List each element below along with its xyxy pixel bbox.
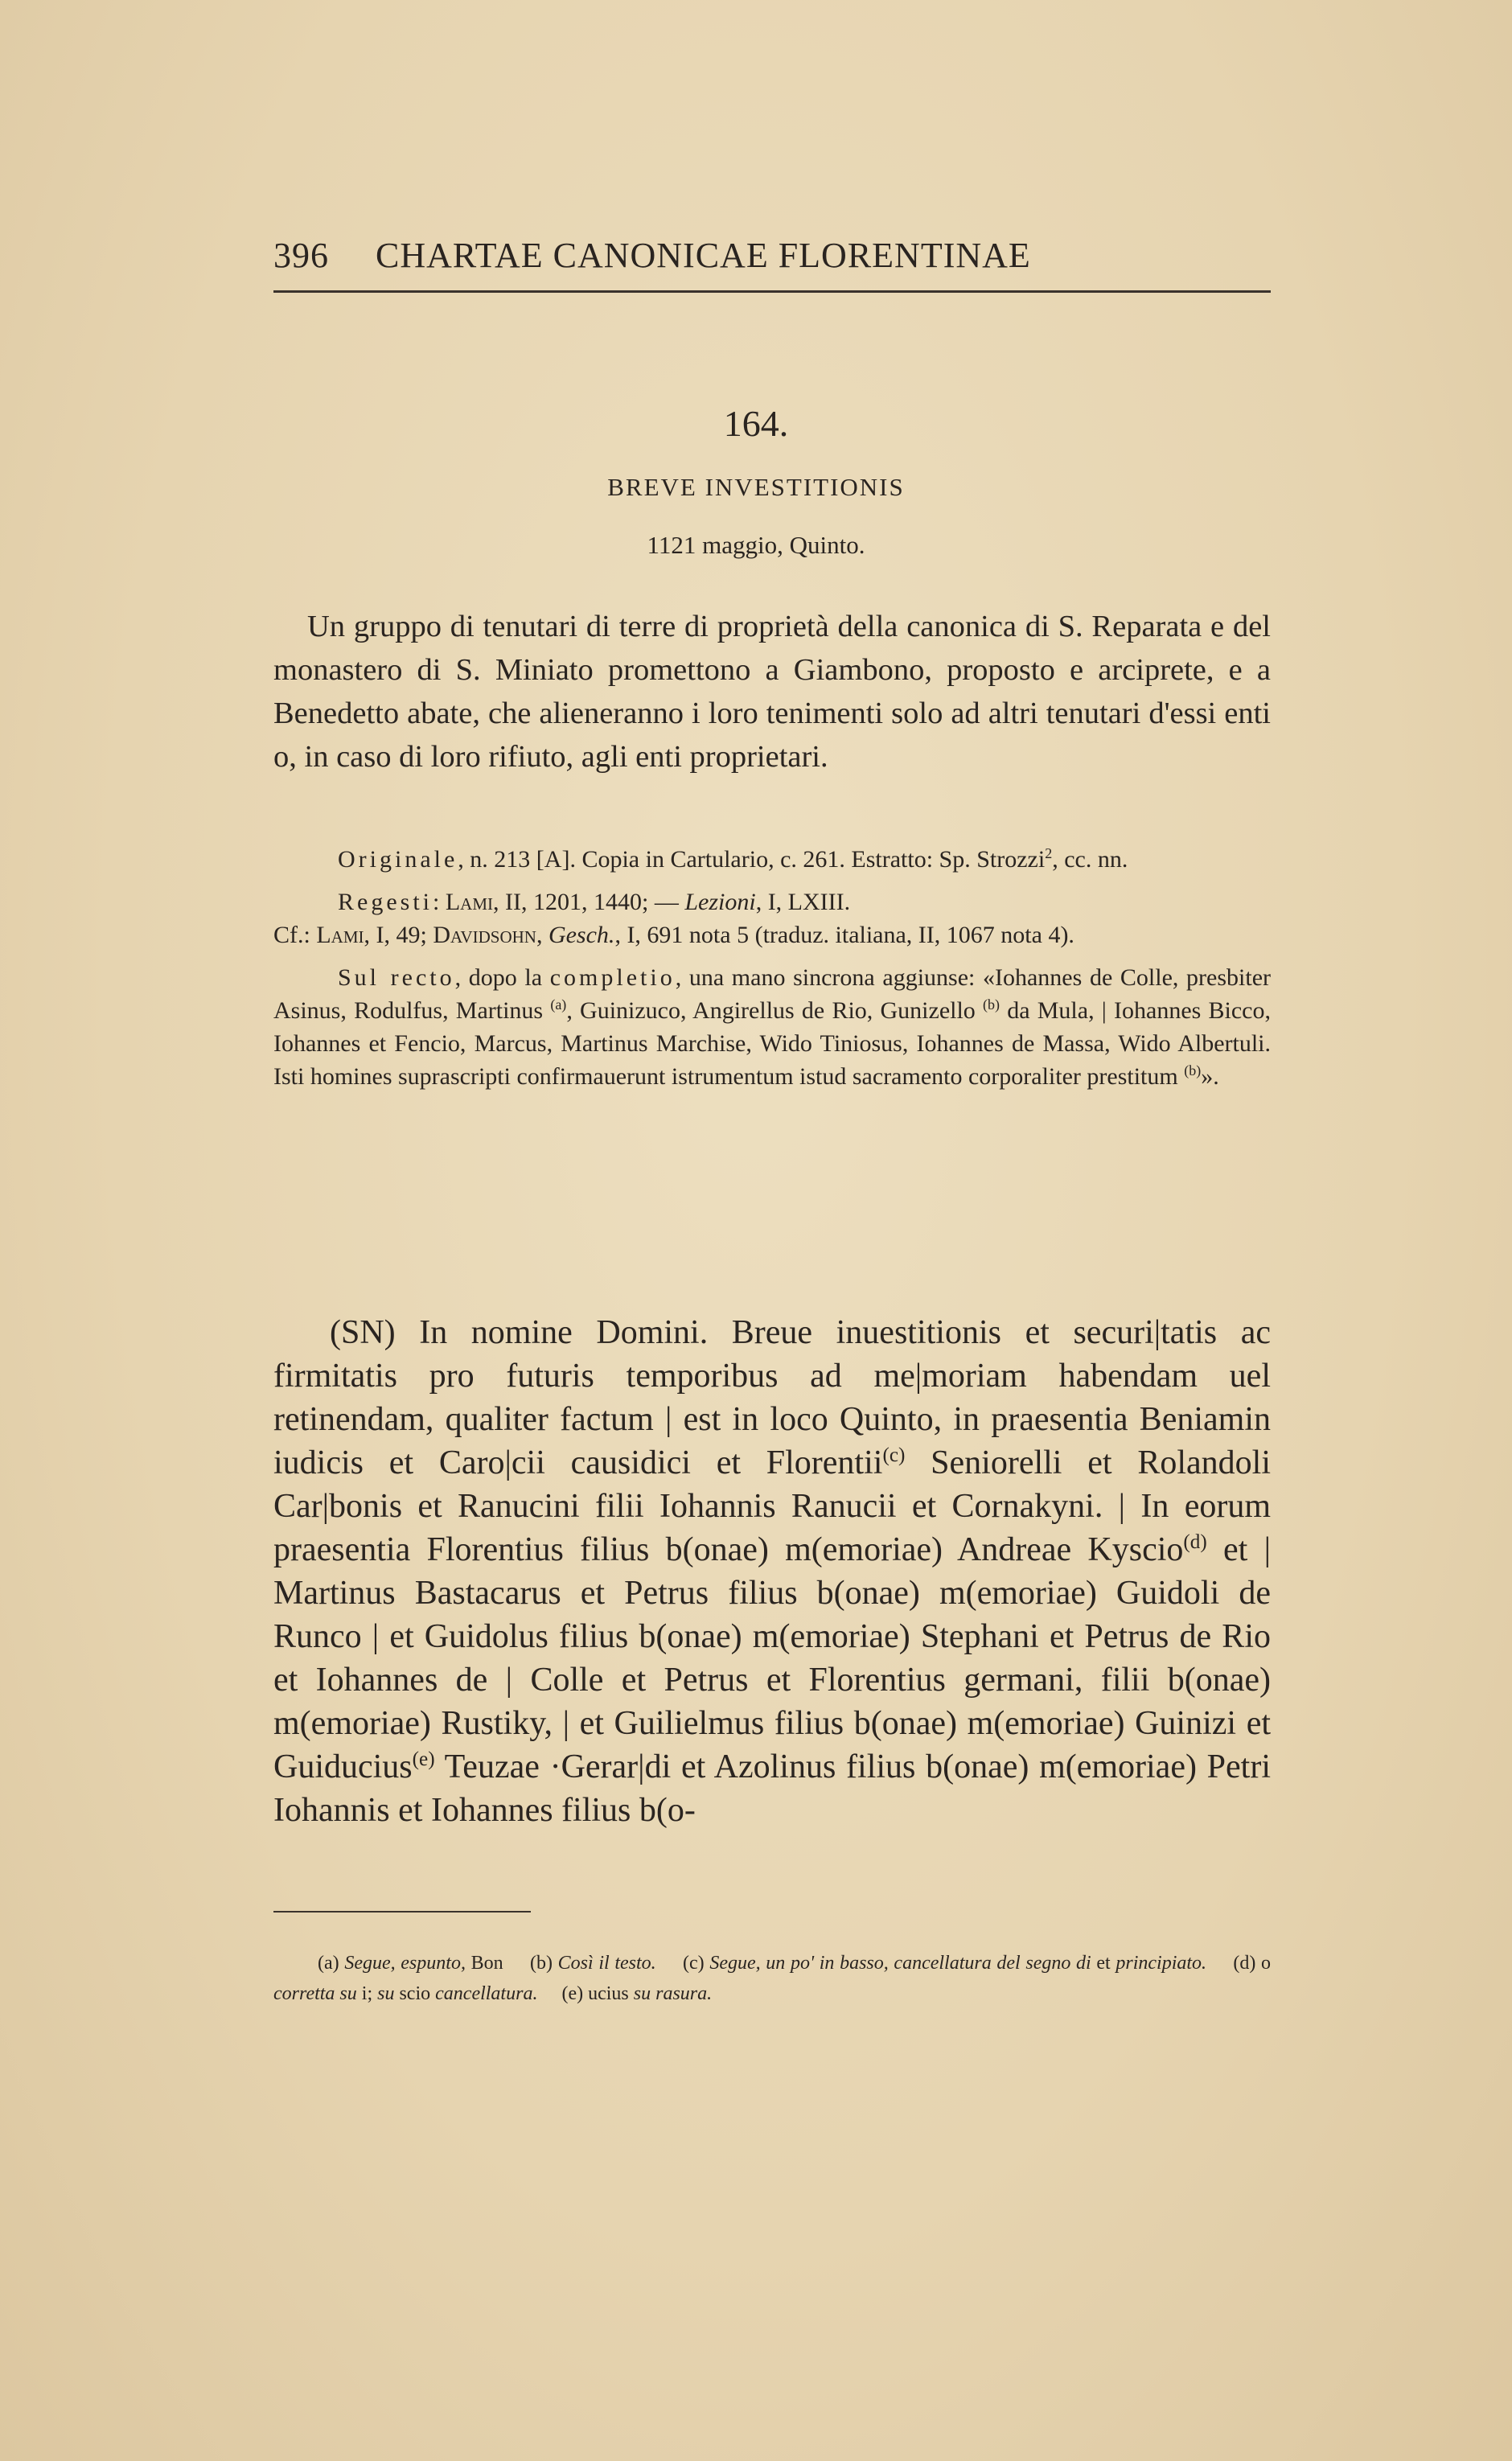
header-rule xyxy=(273,290,1271,293)
footnote-d-italic-2: su xyxy=(377,1983,395,2004)
footnote-d-text-3: scio xyxy=(394,1983,436,2004)
cf-gesch: Gesch. xyxy=(548,922,615,948)
apparatus-recto xyxy=(273,961,1271,1093)
document-date-place: 1121 maggio, Quinto. xyxy=(647,531,865,559)
recto-note-b-1: (b) xyxy=(983,996,1000,1013)
footnote-b-italic: Così il testo. xyxy=(557,1953,656,1974)
footnote-a-text: Bon xyxy=(465,1953,503,1974)
apparatus-regesti xyxy=(273,885,1271,951)
originale-tail: , cc. nn. xyxy=(1052,846,1128,873)
charter-note-c: (c) xyxy=(882,1444,906,1466)
document-title: BREVE INVESTITIONIS xyxy=(607,473,905,501)
footnote-e-text: ucius xyxy=(588,1983,634,2004)
regesti-text-2: , II, 1201, 1440; — xyxy=(493,889,685,915)
footnote-a-mark: (a) xyxy=(318,1953,345,1974)
regesti-label: Regesti xyxy=(338,889,433,915)
running-head xyxy=(273,235,1271,276)
originale-sup: 2 xyxy=(1045,845,1053,861)
footnote-e-mark: (e) xyxy=(561,1983,589,2004)
charter-part-1: (SN) In nomine Domini. Breue inuestitionis et securi|tatis ac firmitatis pro futuris temporibus ad me|moriam habendam uel retinendam, qualiter factum | est in loco Quinto, in praesentia Beniamin iudicis et Caro|cii causidici et Florentii xyxy=(273,1314,1271,1481)
recto-completio: completio xyxy=(549,964,676,991)
cf-text-4: , I, 691 nota 5 (traduz. italiana, II, 1067 nota 4). xyxy=(614,922,1074,948)
footnotes xyxy=(273,1948,1271,2009)
footnote-d-italic: corretta su xyxy=(273,1983,357,2004)
recto-label: Sul recto xyxy=(338,964,455,991)
apparatus-originale xyxy=(273,843,1271,876)
cf-label: Cf. xyxy=(273,922,304,948)
footnote-d-text-1: o xyxy=(1261,1953,1272,1974)
charter-note-e: (e) xyxy=(412,1748,435,1770)
recto-text-3: , Guinizuco, Angirellus de Rio, Gunizello xyxy=(566,997,984,1024)
recto-text-4: da Mula, | Iohannes Bicco, Iohannes et Fencio, Marcus, Martinus Marchise, Wido Tiniosus, Iohannes de Massa, Wido Albertuli. Isti homines suprascripti confirmauerunt istrumentum istud sacramento corporaliter prestitum xyxy=(273,997,1271,1090)
regesti-text-1: : xyxy=(433,889,446,915)
running-title: CHARTAE CANONICAE FLORENTINAE xyxy=(376,236,1031,275)
charter-part-4: Teuzae ·Gerar|di et Azolinus filius b(onae) m(emoriae) Petri Iohannis et Iohannes filius b(o- xyxy=(273,1748,1271,1829)
footnote-d-text-2: i; xyxy=(356,1983,378,2004)
charter-note-d: (d) xyxy=(1183,1531,1207,1553)
footnote-c-italic: Segue, un po' in basso, cancellatura del segno di xyxy=(709,1953,1091,1974)
footnote-rule xyxy=(273,1911,531,1913)
critical-apparatus xyxy=(273,843,1271,1103)
page-number: 396 xyxy=(273,236,329,275)
footnote-e-italic: su rasura. xyxy=(633,1983,713,2004)
recto-text-5: ». xyxy=(1201,1063,1219,1090)
footnote-d-italic-3: cancellatura. xyxy=(435,1983,538,2004)
regesti-text-3: , I, LXIII. xyxy=(755,889,851,915)
regesti-lezioni: Lezioni xyxy=(684,889,756,915)
document-number: 164. xyxy=(723,403,789,444)
footnote-b-mark: (b) xyxy=(529,1953,558,1974)
footnote-a-italic: Segue, espunto, xyxy=(344,1953,466,1974)
charter-part-3: et | Martinus Bastacarus et Petrus filius b(onae) m(emoriae) Guidoli de Runco | et Guidolus filius b(onae) m(emoriae) Stephani et Petrus de Rio et Iohannes de | Colle et Petrus et Florentius germani, filii b(onae) m(emoriae) Rustiky, | et Guilielmus filius b(onae) m(emoriae) Guinizi et Guiducius xyxy=(273,1531,1271,1785)
originale-text: , n. 213 [A]. Copia in Cartulario, c. 261. Estratto: Sp. Strozzi xyxy=(458,846,1046,873)
recto-text-2: , una mano sincrona aggiunse: «Iohannes de Colle, presbiter Asinus, Rodulfus, Martinus xyxy=(273,964,1271,1024)
recto-text-1: , dopo la xyxy=(454,964,550,991)
footnote-c-italic-2: principiato. xyxy=(1116,1953,1207,1974)
footnote-c-mark: (c) xyxy=(683,1953,710,1974)
recto-note-a: (a) xyxy=(550,996,567,1013)
cf-text-1: : xyxy=(303,922,317,948)
originale-label: Originale xyxy=(338,846,458,873)
cf-text-3: , xyxy=(536,922,549,948)
document-abstract: Un gruppo di tenutari di terre di proprietà della canonica di S. Reparata e del monastero di S. Miniato promettono a Giambono, proposto e arciprete, e a Benedetto abate, che alieneranno i loro tenimenti solo ad altri tenutari d'essi enti o, in caso di loro rifiuto, agli enti proprietari. xyxy=(273,610,1271,774)
cf-davidsohn: Davidsohn xyxy=(433,922,536,948)
cf-lami: Lami xyxy=(316,922,364,948)
footnote-d-mark: (d) xyxy=(1233,1953,1262,1974)
cf-text-2: , I, 49; xyxy=(364,922,433,948)
charter-text xyxy=(273,1311,1271,1832)
charter-part-2: Seniorelli et Rolandoli Car|bonis et Ranucini filii Iohannis Ranucii et Cornakyni. | In eorum praesentia Florentius filius b(onae) m(emoriae) Andreae Kyscio xyxy=(273,1444,1271,1568)
regesti-lami: Lami xyxy=(445,889,493,915)
recto-note-b-2: (b) xyxy=(1184,1062,1202,1078)
footnote-c-text: et xyxy=(1091,1953,1116,1974)
